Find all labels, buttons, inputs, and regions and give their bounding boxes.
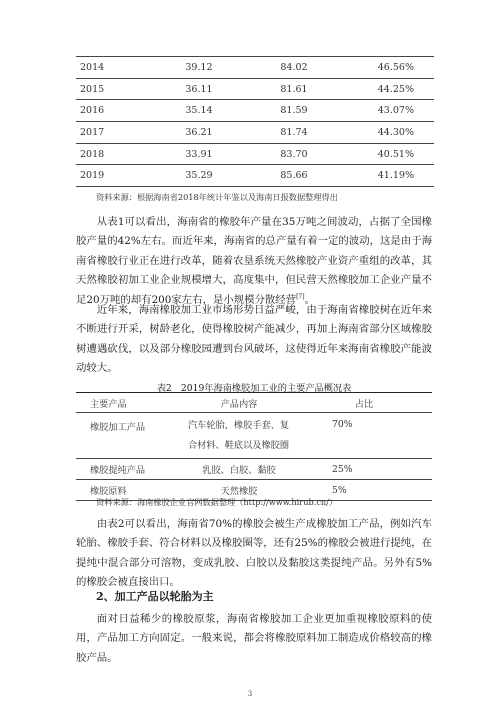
cell-a: 39.12 [154,57,244,79]
cell-year: 2016 [76,100,154,122]
cell-a: 36.21 [154,122,244,144]
page-number: 3 [247,690,253,698]
header-cell: 占比 [296,393,432,413]
cell-product: 橡胶提纯产品 [76,459,182,480]
product-table [76,392,432,501]
cell-share: 70% [296,413,432,459]
section-heading: 2、加工产品以轮胎为主 [96,590,214,603]
table-row [76,459,432,480]
cell-year: 2017 [76,122,154,144]
cell-b: 81.74 [244,122,344,144]
cell-c: 41.19% [344,165,434,187]
table-row [76,100,434,122]
table-row [76,165,434,187]
cell-b: 81.61 [244,78,344,100]
cell-product: 橡胶加工产品 [76,413,182,459]
cell-b: 85.66 [244,165,344,187]
cell-c: 40.51% [344,143,434,165]
cell-content: 汽车轮胎，橡胶手套、复合材料、鞋底以及橡胶圈 [182,413,296,459]
cell-year: 2015 [76,78,154,100]
cell-share: 5% [296,480,432,501]
cell-b: 84.02 [244,57,344,79]
table-row [76,78,434,100]
table2-source-note: 资料来源：海南橡胶企业官网数据整理（http://www.hirub.cn/） [96,497,338,507]
cell-a: 35.14 [154,100,244,122]
header-cell: 主要产品 [76,393,182,413]
cell-content: 乳胶、白胶、黏胶 [182,459,296,480]
production-table [76,56,434,187]
cell-year: 2018 [76,143,154,165]
table2-caption: 表2 2019年海南橡胶加工业的主要产品概况表 [156,383,352,394]
cell-b: 83.70 [244,143,344,165]
cell-b: 81.59 [244,100,344,122]
cell-content: 天然橡胶 [182,480,296,501]
cell-c: 44.30% [344,122,434,144]
citation-ref: [7] [296,293,305,301]
cell-a: 35.29 [154,165,244,187]
cell-a: 33.91 [154,143,244,165]
table-header-row [76,393,432,413]
paragraph-1: 从表1可以看出，海南省的橡胶年产量在35万吨之间波动，占据了全国橡胶产量的42%左右。而近年来，海南省的总产量有着一定的波动，这是由于海南省橡胶行业正在进行改革，随着农垦系统天然橡胶产业资产重组的改革，其天然橡胶初加工业企业规模增大，高度集中，但民营天然橡胶加工企业产量不足20万吨的却有200家左右，是小规模分散经营[7]。 [76,216,432,306]
cell-a: 36.11 [154,78,244,100]
paragraph-3: 由表2可以看出，海南省70%的橡胶会被生产成橡胶加工产品，例如汽车轮胎、橡胶手套、符合材料以及橡胶圈等，还有25%的橡胶会被进行提纯，在提纯中混合部分可溶物，变成乳胶、白胶以及黏胶这类提纯产品。另外有5%的橡胶会被直接出口。 [76,518,432,589]
cell-c: 44.25% [344,78,434,100]
table1-source-note: 资料来源：根据海南省2018年统计年鉴以及海南日报数据整理得出 [96,192,338,202]
table-row [76,57,434,79]
cell-year: 2014 [76,57,154,79]
cell-c: 46.56% [344,57,434,79]
cell-share: 25% [296,459,432,480]
cell-c: 43.07% [344,100,434,122]
cell-product: 橡胶原料 [76,480,182,501]
table-row [76,143,434,165]
cell-year: 2019 [76,165,154,187]
paragraph-4: 面对日益稀少的橡胶原浆，海南省橡胶加工企业更加重视橡胶原料的使用，产品加工方向固定。一般来说，都会将橡胶原料加工制造成价格较高的橡胶产品。 [76,613,432,664]
table-row [76,122,434,144]
table-row [76,413,432,459]
header-cell: 产品内容 [182,393,296,413]
paragraph-2: 近年来，海南橡胶加工业市场形势日益严峻，由于海南省橡胶树在近年来不断进行开采，树龄老化，使得橡胶树产能减少，再加上海南省部分区域橡胶树遭遇砍伐，以及部分橡胶园遭到台风破坏，这使得近年来海南省橡胶产能波动较大。 [76,304,432,375]
